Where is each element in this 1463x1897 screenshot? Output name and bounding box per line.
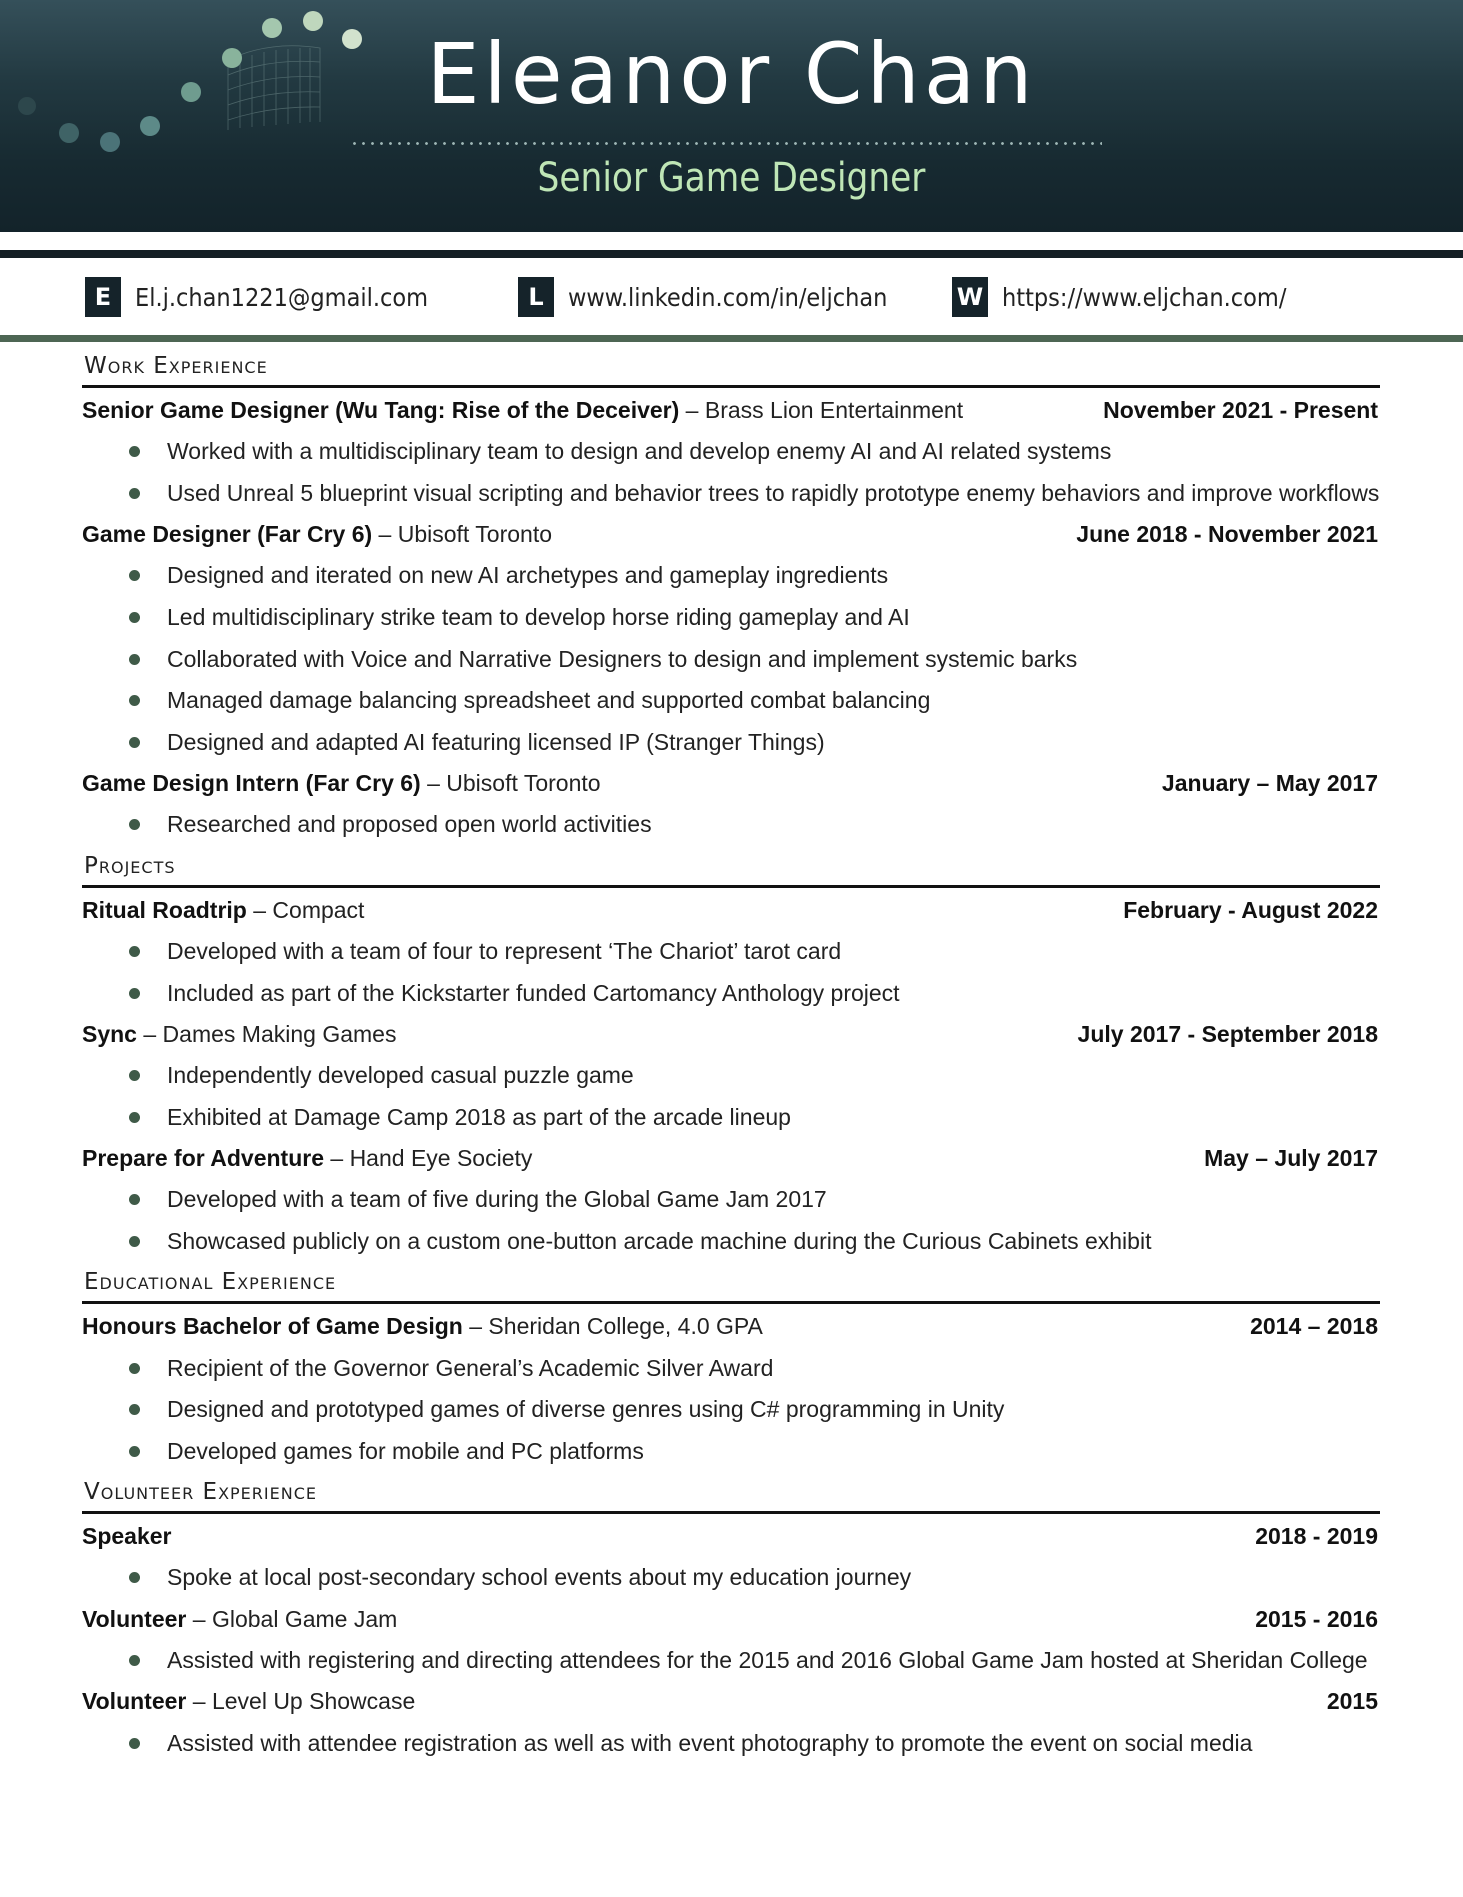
bullet-item xyxy=(82,972,1380,1014)
contact-website[interactable] xyxy=(952,277,1286,317)
entry-title: Volunteer xyxy=(82,1688,187,1715)
bullet-dot-icon xyxy=(129,612,140,623)
bullet-text: Independently developed casual puzzle game xyxy=(167,1062,634,1089)
bullet-dot-icon xyxy=(129,737,140,748)
bullet-item xyxy=(82,1347,1380,1389)
entry-header xyxy=(82,1306,1380,1347)
header-rule xyxy=(0,250,1463,258)
entry-date: 2018 - 2019 xyxy=(1255,1523,1378,1550)
bullet-item xyxy=(82,1557,1380,1599)
bullet-text: Developed with a team of five during the Global Game Jam 2017 xyxy=(167,1186,827,1213)
bullet-item xyxy=(82,431,1380,473)
bullet-dot-icon xyxy=(129,1404,140,1415)
bullet-dot-icon xyxy=(129,819,140,830)
entry-heading xyxy=(82,1313,763,1340)
entry-date: 2015 xyxy=(1326,1688,1378,1715)
email-text[interactable]: El.j.chan1221@gmail.com xyxy=(135,282,429,312)
bullet-item xyxy=(82,555,1380,597)
bullet-text: Showcased publicly on a custom one-button arcade machine during the Curious Cabinets exhibit xyxy=(167,1228,1152,1255)
bullet-text: Designed and adapted AI featuring licensed IP (Stranger Things) xyxy=(167,728,825,755)
bullet-item xyxy=(82,1097,1380,1139)
bullet-item xyxy=(82,1389,1380,1431)
bullet-text: Assisted with registering and directing attendees for the 2015 and 2016 Global Game Jam hosted at Sheridan College xyxy=(167,1646,1368,1673)
entry-header xyxy=(82,1138,1380,1179)
entry-date: 2014 – 2018 xyxy=(1250,1313,1378,1340)
entry-header xyxy=(82,1681,1380,1722)
bullet-text: Exhibited at Damage Camp 2018 as part of the arcade lineup xyxy=(167,1103,791,1130)
entry-date: February - August 2022 xyxy=(1123,896,1378,923)
email-icon: E xyxy=(85,277,121,317)
entry-heading xyxy=(82,897,364,924)
entry-date: May – July 2017 xyxy=(1204,1145,1378,1172)
resume-body xyxy=(82,346,1380,1764)
entry-header xyxy=(82,1516,1380,1557)
bullet-item xyxy=(82,1722,1380,1764)
entry-title: Volunteer xyxy=(82,1605,187,1632)
entry-header xyxy=(82,390,1380,431)
bullet-text: Recipient of the Governor General’s Academic Silver Award xyxy=(167,1354,774,1381)
entry-organization: – Global Game Jam xyxy=(186,1605,398,1632)
bullet-dot-icon xyxy=(129,946,140,957)
entry-heading xyxy=(82,1606,397,1633)
entry-header xyxy=(82,763,1380,804)
header-banner xyxy=(0,0,1463,232)
entry-title: Honours Bachelor of Game Design xyxy=(82,1313,463,1340)
entry-title: Prepare for Adventure xyxy=(82,1145,324,1172)
entry-heading xyxy=(82,1021,396,1048)
bullet-dot-icon xyxy=(129,570,140,581)
bullet-item xyxy=(82,931,1380,973)
bullet-item xyxy=(82,1055,1380,1097)
bullet-dot-icon xyxy=(129,1572,140,1583)
contact-linkedin[interactable] xyxy=(518,277,887,317)
bullet-text: Used Unreal 5 blueprint visual scripting and behavior trees to rapidly prototype enemy behaviors and improve workflows xyxy=(167,479,1380,506)
bullet-item xyxy=(82,1640,1380,1682)
bullet-dot-icon xyxy=(129,446,140,457)
entry-date: June 2018 - November 2021 xyxy=(1076,521,1378,548)
bullet-dot-icon xyxy=(129,695,140,706)
bullet-item xyxy=(82,680,1380,722)
bullet-item xyxy=(82,597,1380,639)
entry-organization: – Brass Lion Entertainment xyxy=(679,397,964,423)
bullet-text: Spoke at local post-secondary school events about my education journey xyxy=(167,1564,912,1591)
entry-date: November 2021 - Present xyxy=(1103,397,1378,423)
bullet-dot-icon xyxy=(129,1655,140,1666)
bullet-item xyxy=(82,722,1380,764)
bullet-item xyxy=(82,1179,1380,1221)
bullet-item xyxy=(82,473,1380,515)
entry-title: Sync xyxy=(82,1020,137,1047)
website-icon: W xyxy=(952,277,988,317)
entry-title: Ritual Roadtrip xyxy=(82,896,247,923)
linkedin-icon: L xyxy=(518,277,554,317)
entry-title: Senior Game Designer (Wu Tang: Rise of the Deceiver) xyxy=(82,397,680,423)
bullet-dot-icon xyxy=(129,488,140,499)
entry-organization: – Ubisoft Toronto xyxy=(420,770,601,797)
bullet-dot-icon xyxy=(129,1194,140,1205)
section-title: Projects xyxy=(82,846,1380,888)
section-title: Volunteer Experience xyxy=(82,1472,1380,1514)
bullet-text: Collaborated with Voice and Narrative Designers to design and implement systemic barks xyxy=(167,645,1078,672)
bullet-dot-icon xyxy=(129,1363,140,1374)
entry-organization: – Dames Making Games xyxy=(136,1020,397,1047)
entry-organization: – Level Up Showcase xyxy=(186,1688,416,1715)
bullet-text: Managed damage balancing spreadsheet and supported combat balancing xyxy=(167,687,931,714)
linkedin-link[interactable]: www.linkedin.com/in/eljchan xyxy=(568,282,888,312)
bullet-text: Worked with a multidisciplinary team to design and develop enemy AI and AI related systems xyxy=(167,438,1112,465)
bullet-item xyxy=(82,804,1380,846)
entry-heading xyxy=(82,1145,532,1172)
bullet-dot-icon xyxy=(129,1112,140,1123)
bullet-text: Developed with a team of four to represent ‘The Chariot’ tarot card xyxy=(167,938,842,965)
entry-header xyxy=(82,1014,1380,1055)
contact-rule xyxy=(0,335,1463,342)
bullet-dot-icon xyxy=(129,654,140,665)
entry-title: Game Designer (Far Cry 6) xyxy=(82,521,373,548)
bullet-dot-icon xyxy=(129,1446,140,1457)
entry-title: Speaker xyxy=(82,1523,172,1550)
entry-heading xyxy=(82,770,601,797)
bullet-text: Assisted with attendee registration as well as with event photography to promote the event on social media xyxy=(167,1729,1253,1756)
entry-organization: – Compact xyxy=(246,896,365,923)
bullet-text: Developed games for mobile and PC platforms xyxy=(167,1437,644,1464)
section-title: Work Experience xyxy=(82,346,1380,388)
entry-heading xyxy=(82,397,963,424)
bullet-dot-icon xyxy=(129,1236,140,1247)
contact-email[interactable] xyxy=(85,277,428,317)
entry-date: July 2017 - September 2018 xyxy=(1077,1020,1378,1047)
entry-heading xyxy=(82,1523,172,1550)
entry-organization: – Hand Eye Society xyxy=(324,1145,533,1172)
entry-organization: – Sheridan College, 4.0 GPA xyxy=(462,1313,763,1340)
bullet-dot-icon xyxy=(129,988,140,999)
entry-organization: – Ubisoft Toronto xyxy=(372,521,553,548)
bullet-dot-icon xyxy=(129,1738,140,1749)
candidate-title: Senior Game Designer xyxy=(537,155,926,201)
bullet-item xyxy=(82,1431,1380,1473)
bullet-text: Led multidisciplinary strike team to develop horse riding gameplay and AI xyxy=(167,604,910,631)
entry-title: Game Design Intern (Far Cry 6) xyxy=(82,770,421,797)
entry-date: 2015 - 2016 xyxy=(1255,1605,1378,1632)
entry-header xyxy=(82,514,1380,555)
entry-header xyxy=(82,890,1380,931)
bullet-dot-icon xyxy=(129,1070,140,1081)
bullet-text: Included as part of the Kickstarter funded Cartomancy Anthology project xyxy=(167,979,900,1006)
bullet-text: Designed and iterated on new AI archetypes and gameplay ingredients xyxy=(167,562,889,589)
website-link[interactable]: https://www.eljchan.com/ xyxy=(1002,282,1287,312)
entry-heading xyxy=(82,1688,415,1715)
entry-date: January – May 2017 xyxy=(1161,770,1378,797)
section-title: Educational Experience xyxy=(82,1262,1380,1304)
entry-heading xyxy=(82,521,552,548)
dotted-divider xyxy=(350,142,1102,145)
entry-header xyxy=(82,1599,1380,1640)
bullet-item xyxy=(82,1221,1380,1263)
bullet-item xyxy=(82,638,1380,680)
candidate-name: Eleanor Chan xyxy=(426,25,1037,123)
bullet-text: Researched and proposed open world activities xyxy=(167,811,652,838)
bullet-text: Designed and prototyped games of diverse genres using C# programming in Unity xyxy=(167,1396,1005,1423)
